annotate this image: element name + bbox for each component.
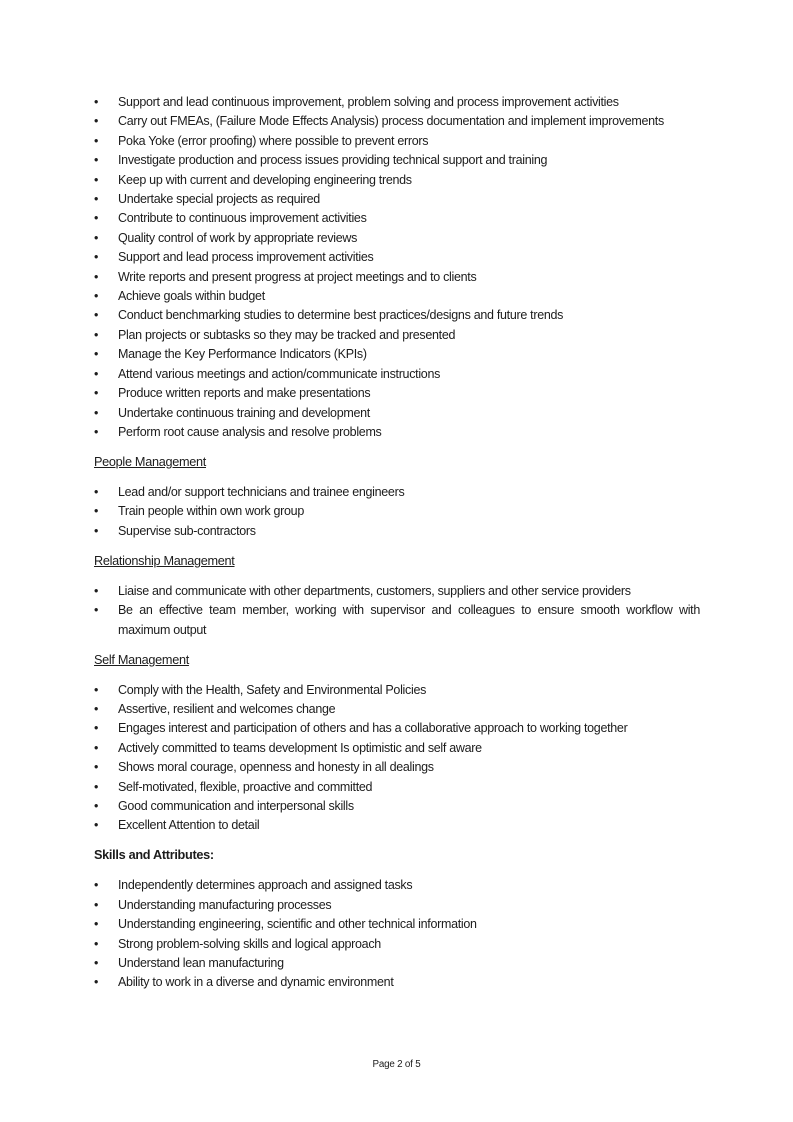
list-item-text: Ability to work in a diverse and dynamic environment [118, 975, 394, 990]
bullet-icon: • [94, 583, 99, 598]
list-item-text: Keep up with current and developing engineering trends [118, 172, 412, 187]
bullet-icon: • [94, 975, 99, 990]
bullet-icon: • [94, 721, 99, 736]
bullet-icon: • [94, 386, 99, 401]
list-item-text: Comply with the Health, Safety and Environmental Policies [118, 682, 427, 697]
list-item-text: Support and lead process improvement activities [118, 250, 374, 265]
bullet-icon: • [94, 211, 99, 226]
people-management-list [94, 483, 700, 541]
self-management-list [94, 681, 700, 836]
list-item [94, 778, 700, 797]
bullet-icon: • [94, 818, 99, 833]
list-item [94, 268, 700, 287]
bullet-icon: • [94, 760, 99, 775]
list-item-text: Support and lead continuous improvement, problem solving and process improvement activities [118, 95, 619, 109]
bullet-icon: • [94, 523, 99, 538]
list-item [94, 112, 700, 131]
list-item-text: Conduct benchmarking studies to determine best practices/designs and future trends [118, 308, 564, 323]
list-item [94, 209, 700, 228]
list-item [94, 681, 700, 700]
list-item [94, 93, 700, 112]
section-heading-skills-and-attributes: Skills and Attributes: [94, 848, 214, 863]
list-item-text: Lead and/or support technicians and trainee engineers [118, 484, 405, 499]
list-item [94, 876, 700, 895]
list-item-text: Excellent Attention to detail [118, 818, 260, 833]
list-item-text: Good communication and interpersonal skills [118, 798, 354, 813]
section-heading-people-management: People Management [94, 454, 206, 469]
list-item [94, 582, 700, 601]
list-item [94, 522, 700, 541]
page-content [94, 93, 700, 993]
list-item-text: Poka Yoke (error proofing) where possible to prevent errors [118, 133, 429, 148]
list-item [94, 915, 700, 934]
list-item [94, 171, 700, 190]
bullet-icon: • [94, 936, 99, 951]
list-item-text: Engages interest and participation of others and has a collaborative approach to working together [118, 721, 628, 736]
list-item [94, 365, 700, 384]
list-item-text: Undertake special projects as required [118, 192, 320, 207]
bullet-icon: • [94, 424, 99, 439]
bullet-icon: • [94, 779, 99, 794]
bullet-icon: • [94, 366, 99, 381]
list-item-text: Understanding engineering, scientific and other technical information [118, 917, 477, 932]
list-item [94, 404, 700, 423]
bullet-icon: • [94, 289, 99, 304]
list-item-text: Carry out FMEAs, (Failure Mode Effects Analysis) process documentation and implement improvements [118, 114, 664, 129]
list-item [94, 719, 700, 738]
bullet-icon: • [94, 114, 99, 129]
list-item [94, 816, 700, 835]
list-item-text: Actively committed to teams development Is optimistic and self aware [118, 740, 482, 755]
list-item [94, 423, 700, 442]
list-item-text: Plan projects or subtasks so they may be tracked and presented [118, 327, 456, 342]
list-item-text: Train people within own work group [118, 504, 304, 519]
bullet-icon: • [94, 172, 99, 187]
list-item-text: Assertive, resilient and welcomes change [118, 701, 336, 716]
duties-list [94, 93, 700, 442]
bullet-icon: • [94, 917, 99, 932]
bullet-icon: • [94, 956, 99, 970]
list-item-text: Liaise and communicate with other departments, customers, suppliers and other service providers [118, 583, 631, 598]
list-item-text: Perform root cause analysis and resolve problems [118, 424, 382, 439]
bullet-icon: • [94, 327, 99, 342]
list-item [94, 306, 700, 325]
list-item-text: Achieve goals within budget [118, 289, 265, 304]
list-item [94, 132, 700, 151]
skills-and-attributes-list [94, 876, 700, 992]
list-item [94, 345, 700, 364]
list-item-text: Strong problem-solving skills and logical approach [118, 936, 381, 951]
list-item [94, 151, 700, 170]
list-item [94, 739, 700, 758]
list-item-text: Understanding manufacturing processes [118, 897, 332, 912]
bullet-icon: • [94, 230, 99, 245]
list-item [94, 797, 700, 816]
bullet-icon: • [94, 269, 99, 284]
list-item [94, 758, 700, 777]
section-heading-relationship-management: Relationship Management [94, 553, 235, 568]
list-item [94, 601, 700, 640]
list-item-text: Manage the Key Performance Indicators (KPIs) [118, 347, 367, 362]
section-heading-self-management: Self Management [94, 652, 189, 667]
list-item-text: Be an effective team member, working with supervisor and colleagues to ensure smooth workflow with maximum output [118, 603, 700, 637]
list-item [94, 229, 700, 248]
bullet-icon: • [94, 878, 99, 893]
bullet-icon: • [94, 504, 99, 519]
list-item [94, 700, 700, 719]
bullet-icon: • [94, 308, 99, 323]
bullet-icon: • [94, 897, 99, 912]
bullet-icon: • [94, 153, 99, 168]
list-item-text: Quality control of work by appropriate reviews [118, 230, 358, 245]
list-item [94, 483, 700, 502]
bullet-icon: • [94, 95, 99, 109]
bullet-icon: • [94, 740, 99, 755]
bullet-icon: • [94, 133, 99, 148]
list-item-text: Attend various meetings and action/communicate instructions [118, 366, 441, 381]
page-number-footer: Page 2 of 5 [372, 1059, 421, 1070]
list-item [94, 973, 700, 992]
bullet-icon: • [94, 347, 99, 362]
list-item [94, 384, 700, 403]
bullet-icon: • [94, 192, 99, 207]
bullet-icon: • [94, 484, 99, 499]
list-item-text: Contribute to continuous improvement activities [118, 211, 367, 226]
list-item-text: Self-motivated, flexible, proactive and committed [118, 779, 373, 794]
bullet-icon: • [94, 603, 99, 618]
list-item [94, 326, 700, 345]
bullet-icon: • [94, 701, 99, 716]
list-item-text: Supervise sub-contractors [118, 523, 256, 538]
bullet-icon: • [94, 798, 99, 813]
list-item [94, 954, 700, 973]
list-item [94, 248, 700, 267]
bullet-icon: • [94, 405, 99, 420]
list-item-text: Independently determines approach and assigned tasks [118, 878, 413, 893]
list-item-text: Understand lean manufacturing [118, 956, 284, 970]
list-item-text: Shows moral courage, openness and honesty in all dealings [118, 760, 434, 775]
list-item [94, 287, 700, 306]
list-item-text: Undertake continuous training and development [118, 405, 370, 420]
bullet-icon: • [94, 250, 99, 265]
list-item-text: Investigate production and process issues providing technical support and training [118, 153, 548, 168]
bullet-icon: • [94, 682, 99, 697]
list-item [94, 935, 700, 954]
list-item [94, 896, 700, 915]
list-item-text: Write reports and present progress at project meetings and to clients [118, 269, 477, 284]
list-item [94, 190, 700, 209]
list-item-text: Produce written reports and make presentations [118, 386, 371, 401]
list-item [94, 502, 700, 521]
relationship-management-list [94, 582, 700, 640]
